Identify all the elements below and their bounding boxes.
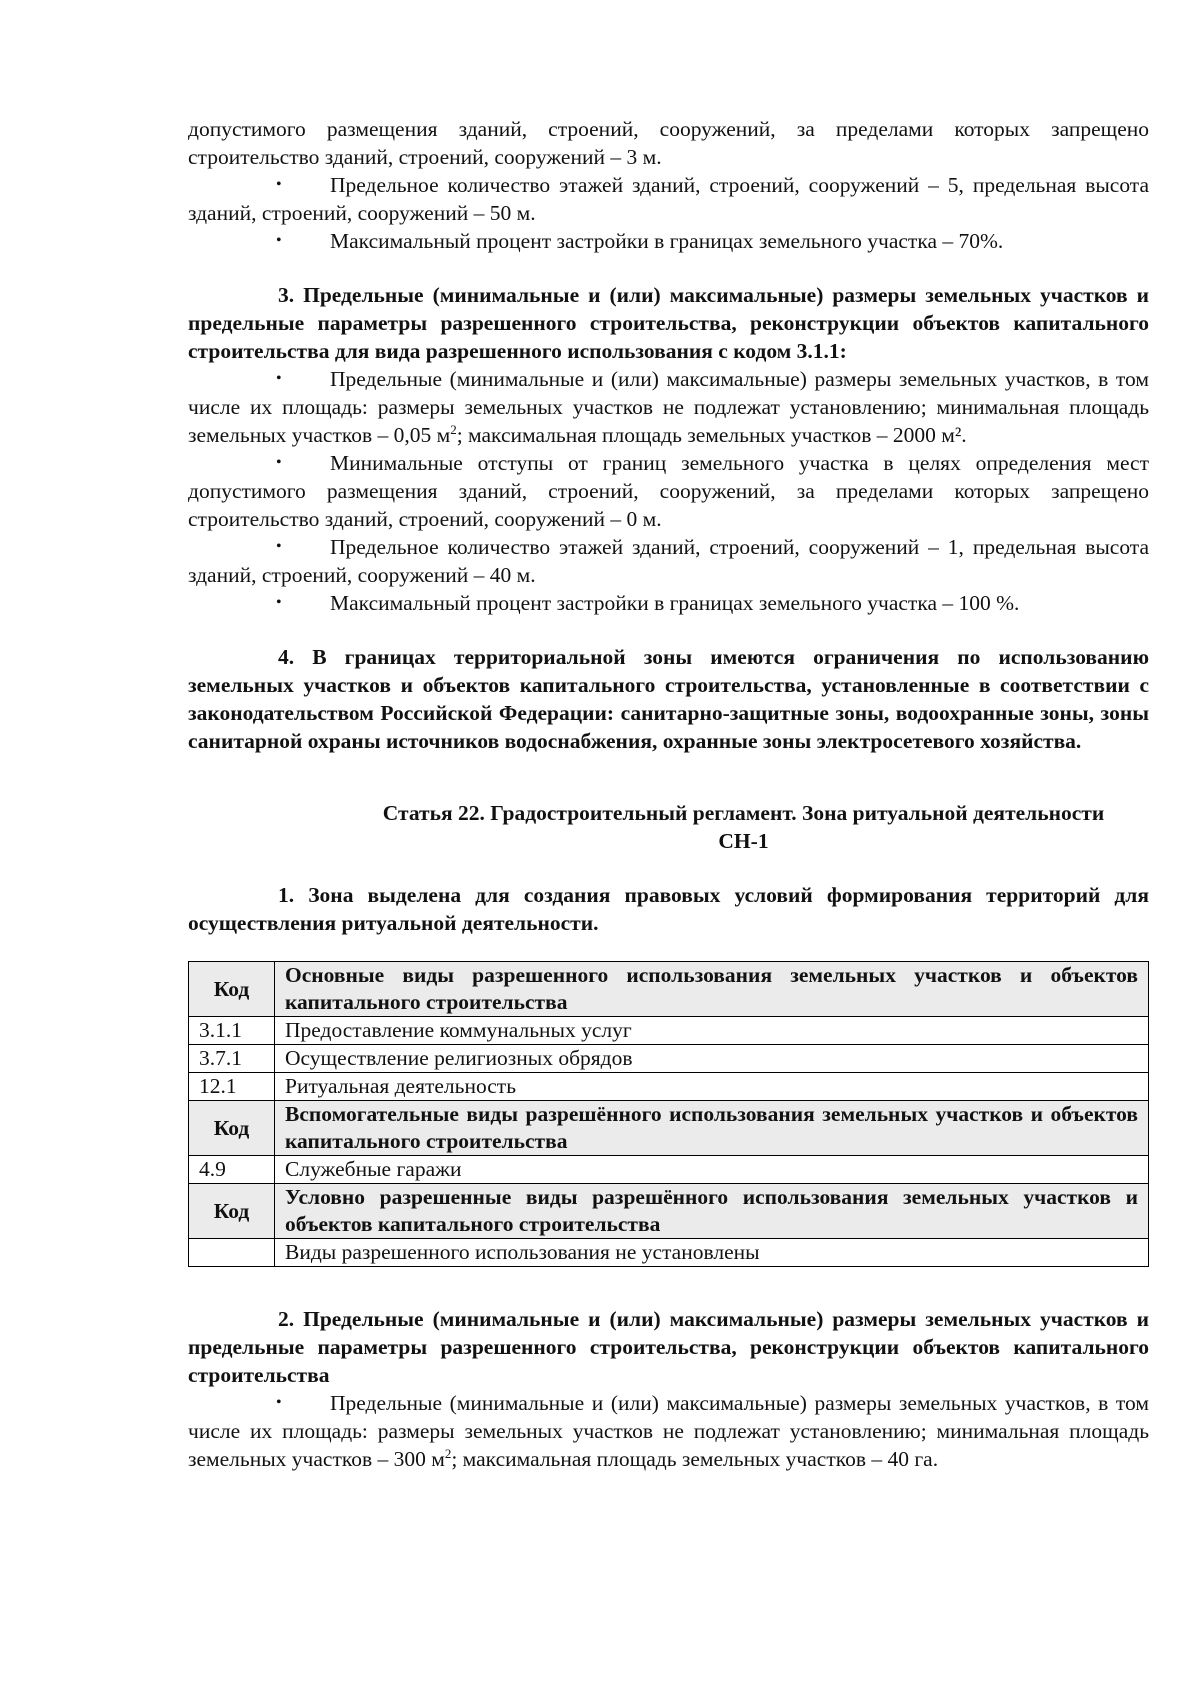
document-page (188, 115, 1149, 1473)
bullet-icon: • (276, 370, 282, 387)
conditional-uses-header: Условно разрешенные виды разрешённого использования земельных участков и объектов капитального строительства (275, 1184, 1149, 1239)
intro-bullet-coverage: • Максимальный процент застройки в границах земельного участка – 70%. (276, 229, 1004, 253)
article-point1: 1. Зона выделена для создания правовых условий формирования территорий для осуществления ритуальной деятельности. (188, 883, 1149, 935)
bullet-icon: • (276, 176, 282, 193)
section3-bullet-coverage: • Максимальный процент застройки в границах земельного участка – 100 %. (276, 591, 1020, 615)
aux-uses-header: Вспомогательные виды разрешённого использования земельных участков и объектов капитального строительства (275, 1101, 1149, 1156)
table-header-main (189, 962, 1149, 1017)
table-header-conditional (189, 1184, 1149, 1239)
section3-bullet-sizes: • Предельные (минимальные и (или) максимальные) размеры земельных участков, в том числе их площадь: размеры земельных участков не подлежат установлению; минимальная площадь земельных участков – 0,05 $м^2$; максимальная площадь земельных участков – 2000 м². (188, 367, 1149, 447)
bullet-icon: • (276, 594, 282, 611)
section3-bullet-floors: • Предельное количество этажей зданий, строений, сооружений – 1, предельная высота зданий, строений, сооружений – 40 м. (188, 535, 1149, 587)
land-use-table (188, 961, 1149, 1267)
code-header: Код (189, 1101, 275, 1156)
section2-bullet-sizes: • Предельные (минимальные и (или) максимальные) размеры земельных участков, в том числе их площадь: размеры земельных участков не подлежат установлению; минимальная площадь земельных участков – 300 $м^2$; максимальная площадь земельных участков – 40 га. (188, 1391, 1149, 1471)
table-row: 3.1.1 Предоставление коммунальных услуг (189, 1017, 1149, 1045)
table-row: 4.9 Служебные гаражи (189, 1156, 1149, 1184)
code-header: Код (189, 962, 275, 1017)
bullet-icon: • (276, 538, 282, 555)
section2-heading: 2. Предельные (минимальные и (или) максимальные) размеры земельных участков и предельные параметры разрешенного строительства, реконструкции объектов капитального строительства (188, 1307, 1149, 1387)
section4-heading: 4. В границах территориальной зоны имеются ограничения по использованию земельных участков и объектов капитального строительства, установленные в соответствии с законодательством Российской Федерации: санитарно-защитные зоны, водоохранные зоны, зоны санитарной охраны источников водоснабжения, охранные зоны электросетевого хозяйства. (188, 645, 1149, 753)
table-row: Виды разрешенного использования не установлены (189, 1239, 1149, 1267)
table-row: 12.1 Ритуальная деятельность (189, 1073, 1149, 1101)
table-row: 3.7.1 Осуществление религиозных обрядов (189, 1045, 1149, 1073)
section3-bullet-setbacks: • Минимальные отступы от границ земельного участка в целях определения мест допустимого размещения зданий, строений, сооружений, за пределами которых запрещено строительство зданий, строений, сооружений – 0 м. (188, 451, 1149, 531)
main-uses-header: Основные виды разрешенного использования земельных участков и объектов капитального строительства (275, 962, 1149, 1017)
section3-heading: 3. Предельные (минимальные и (или) максимальные) размеры земельных участков и предельные параметры разрешенного строительства, реконструкции объектов капитального строительства для вида разрешенного использования с кодом 3.1.1: (188, 283, 1149, 363)
code-header: Код (189, 1184, 275, 1239)
bullet-icon: • (276, 232, 282, 249)
intro-paragraph: допустимого размещения зданий, строений, сооружений, за пределами которых запрещено строительство зданий, строений, сооружений – 3 м. (188, 117, 1149, 169)
intro-bullet-floors: • Предельное количество этажей зданий, строений, сооружений – 5, предельная высота зданий, строений, сооружений – 50 м. (188, 173, 1149, 225)
article-title: Статья 22. Градостроительный регламент. Зона ритуальной деятельности (382, 801, 1105, 825)
bullet-icon: • (276, 454, 282, 471)
table-header-aux (189, 1101, 1149, 1156)
article-zone-code: СН-1 (718, 829, 769, 853)
bullet-icon: • (276, 1394, 282, 1411)
